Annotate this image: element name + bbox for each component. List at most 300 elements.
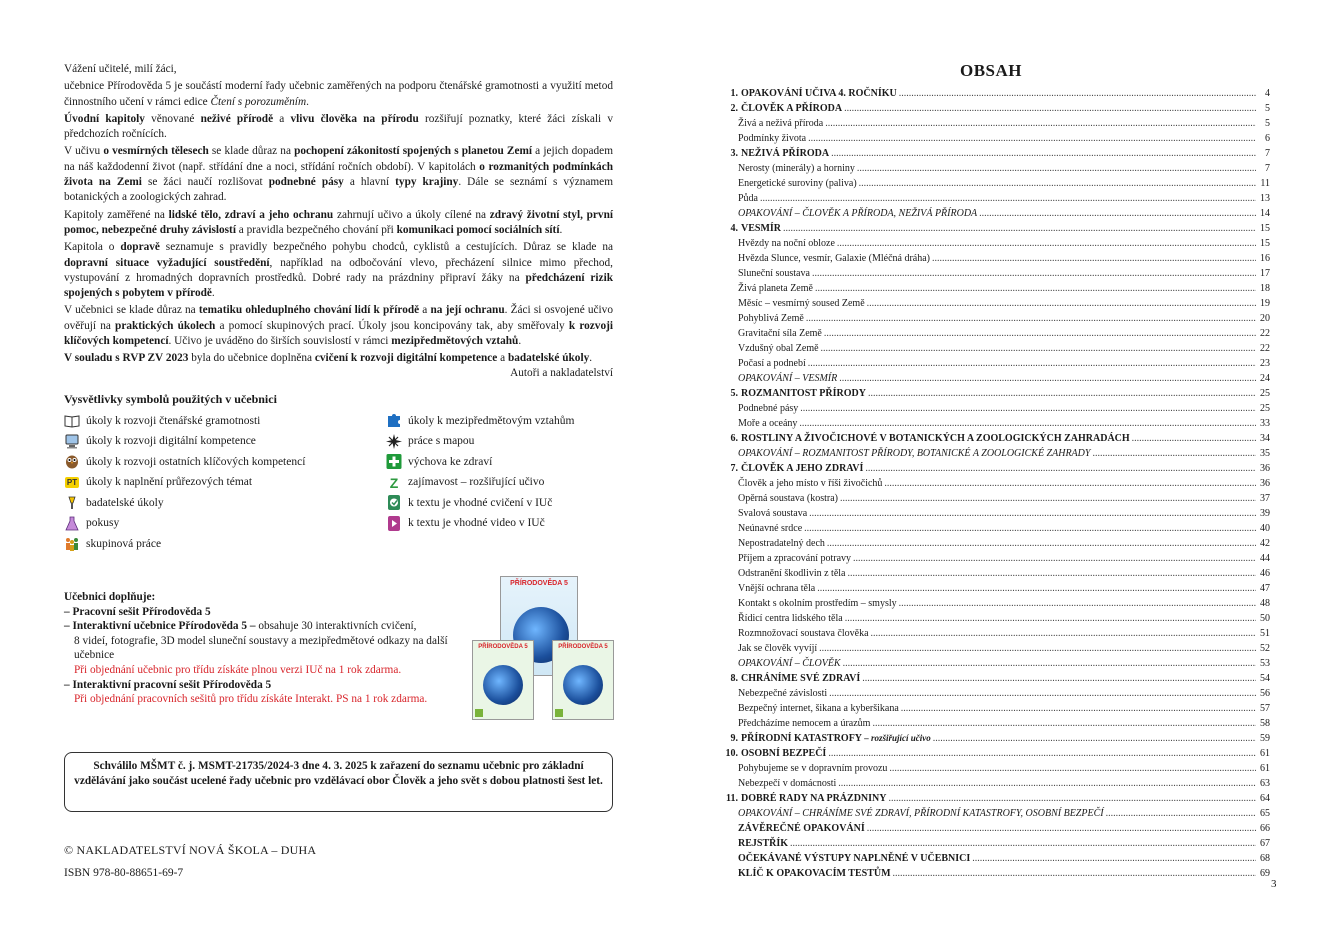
legend-item (64, 493, 305, 514)
toc-entry-page: 48 (1260, 598, 1270, 609)
toc-entry-number: 5. (730, 388, 738, 399)
toc-entry[interactable] (724, 521, 1270, 536)
video-icon (386, 516, 402, 531)
toc-leader-dots (815, 281, 1256, 296)
toc-entry-title (724, 326, 824, 341)
workbook-cover-2-title: PŘÍRODOVĚDA 5 (558, 644, 608, 650)
toc-entry[interactable] (724, 536, 1270, 551)
toc-entry-title (724, 131, 808, 146)
toc-leader-dots (825, 116, 1256, 131)
text-run: Čtení s porozuměním (210, 95, 307, 108)
toc-entry-title-text: Hvězda Slunce, vesmír, Galaxie (Mléčná dráha) (738, 253, 931, 264)
toc-entry[interactable] (724, 476, 1270, 491)
toc-entry-title (724, 476, 884, 491)
toc-entry-title (724, 236, 837, 251)
globe-image (563, 665, 603, 705)
toc-entry-title (724, 656, 843, 671)
toc-entry-title (724, 611, 845, 626)
text-run: rozšiřují poznatky, které žáci získali v předchozích ročnících. (64, 112, 613, 141)
legend-column-left (64, 411, 305, 555)
toc-entry[interactable] (724, 791, 1270, 806)
toc-leader-dots (819, 641, 1256, 656)
toc-entry-title-text: ČLOVĚK A JEHO ZDRAVÍ (741, 463, 864, 474)
toc-entry[interactable] (724, 461, 1270, 476)
toc-entry[interactable] (724, 221, 1270, 236)
toc-leader-dots (865, 461, 1256, 476)
toc-leader-dots (760, 191, 1256, 206)
toc-entry[interactable] (724, 146, 1270, 161)
toc-entry-title (724, 206, 979, 221)
text-run: podnebné pásy (268, 176, 344, 189)
legend-title: Vysvětlivky symbolů použitých v učebnici (64, 391, 277, 406)
toc-leader-dots (806, 311, 1256, 326)
toc-entry[interactable] (724, 641, 1270, 656)
toc-entry-title-text: Hvězdy na noční obloze (738, 238, 835, 249)
publisher-logo (475, 709, 483, 717)
pt-icon (64, 475, 80, 490)
toc-entry[interactable] (724, 731, 1270, 746)
toc-leader-dots (808, 131, 1256, 146)
toc-leader-dots (804, 521, 1256, 536)
text-run: V učebnici se klade důraz na (64, 304, 199, 317)
toc-entry-title-text: OPAKOVÁNÍ UČIVA 4. ROČNÍKU (741, 88, 897, 99)
toc-entry-title-text: Nepostradatelný dech (738, 538, 825, 549)
toc-leader-dots (809, 506, 1256, 521)
toc-entry-title-text: Počasí a podnebí (738, 358, 806, 369)
toc-entry-title-text: Živá a neživá příroda (738, 118, 824, 129)
toc-entry-title-text: OPAKOVÁNÍ – ČLOVĚK (738, 658, 841, 669)
toc-entry-page: 51 (1260, 628, 1270, 639)
legend-label: k textu je vhodné cvičení v IUč (408, 496, 553, 509)
toc-leader-dots (790, 836, 1256, 851)
text-run: badatelské úkoly (507, 352, 590, 365)
toc-leader-dots (1132, 431, 1256, 446)
toc-entry[interactable] (724, 176, 1270, 191)
supplement-interactive-textbook-title: – Interaktivní učebnice Přírodověda 5 – (64, 620, 256, 633)
toc-entry-page: 50 (1260, 613, 1270, 624)
text-run: a pravidla bezpečného chování při (235, 223, 397, 236)
toc-entry-title-text: ČLOVĚK A PŘÍRODA (741, 103, 843, 114)
toc-leader-dots (843, 656, 1256, 671)
text-run: Úvodní kapitoly (64, 112, 145, 125)
toc-leader-dots (817, 581, 1256, 596)
toc-entry-title (724, 401, 800, 416)
text-run: . Dále se seznámí s významem botanických a zoologických zahrad. (64, 176, 613, 204)
greeting: Vážení učitelé, milí žáci, (64, 63, 177, 75)
globe-image (483, 665, 523, 705)
intro-paragraph (64, 351, 613, 366)
toc-entry-page: 40 (1260, 523, 1270, 534)
text-run: mezipředmětových vztahů (391, 335, 519, 348)
toc-entry[interactable] (724, 491, 1270, 506)
toc-entry[interactable] (724, 686, 1270, 701)
toc-entry-page: 69 (1260, 868, 1270, 879)
toc-entry-title-text: Vzdušný obal Země (738, 343, 819, 354)
toc-leader-dots (840, 491, 1256, 506)
toc-entry-title-text: Odstranění škodlivin z těla (738, 568, 846, 579)
toc-leader-dots (901, 701, 1256, 716)
toc-entry[interactable] (724, 416, 1270, 431)
toc-leader-dots (799, 416, 1256, 431)
toc-entry-title-text: Svalová soustava (738, 508, 808, 519)
puzzle-icon (386, 413, 402, 428)
toc-leader-dots (899, 86, 1256, 101)
intro-paragraph (64, 208, 613, 239)
toc-entry[interactable] (724, 761, 1270, 776)
toc-leader-dots (979, 206, 1256, 221)
toc-entry-title (724, 116, 825, 131)
toc-entry[interactable] (724, 671, 1270, 686)
toc-entry[interactable] (724, 161, 1270, 176)
toc-entry[interactable] (724, 701, 1270, 716)
toc-entry-title-text: Předcházíme nemocem a úrazům (738, 718, 871, 729)
toc-entry-page: 68 (1260, 853, 1270, 864)
toc-entry-number: 9. (730, 733, 738, 744)
toc-entry-page: 39 (1260, 508, 1270, 519)
supplement-interactive-workbook: – Interaktivní pracovní sešit Přírodověda 5 (64, 678, 272, 691)
toc-entry[interactable] (724, 866, 1270, 881)
toc-leader-dots (1106, 806, 1256, 821)
toc-entry-number: 3. (730, 148, 738, 159)
toc-title: OBSAH (960, 61, 1023, 80)
toc-entry-title-text: OSOBNÍ BEZPEČÍ (741, 748, 827, 759)
toc-entry[interactable] (724, 551, 1270, 566)
legend-label: úkoly k naplnění průřezových témat (86, 476, 253, 489)
toc-leader-dots (933, 731, 1256, 746)
toc-entry-title-text: Nerosty (minerály) a horniny (738, 163, 855, 174)
toc-entry-title (724, 491, 840, 506)
toc-entry-title-text: OPAKOVÁNÍ – VESMÍR (738, 373, 838, 384)
legend-label: badatelské úkoly (86, 496, 164, 509)
text-run: cvičení k rozvoji digitální kompetence (314, 352, 498, 365)
toc-entry[interactable] (724, 446, 1270, 461)
toc-entry-title-text: Živá planeta Země (738, 283, 813, 294)
toc-entry-title-text: Rozmnožovací soustava člověka (738, 628, 869, 639)
toc-entry-page: 11 (1260, 178, 1270, 189)
text-run: Kapitoly zaměřené na (64, 208, 169, 221)
text-run: dopravě (120, 241, 160, 254)
toc-entry-title-text: ROSTLINY A ŽIVOČICHOVÉ V BOTANICKÝCH A ZOOLOGICKÝCH ZAHRADÁCH (741, 433, 1130, 444)
toc-entry[interactable] (724, 281, 1270, 296)
text-run: učebnice Přírodověda 5 je součástí moderní řady učebnic zaměřených na podporu čtenářské gramotnosti a využití metod činnostního učení v rámci edice (64, 80, 613, 108)
toc-entry[interactable] (724, 626, 1270, 641)
toc-entry-page: 15 (1260, 238, 1270, 249)
isbn: ISBN 978-80-88651-69-7 (64, 867, 184, 879)
toc-entry[interactable] (724, 371, 1270, 386)
legend-label: k textu je vhodné video v IUč (408, 517, 545, 530)
toc-entry[interactable] (724, 566, 1270, 581)
text-run: a jejich dopadem na náš každodenní život (např. střídání dne a noci, střídání ročních období). V kapitolách (64, 145, 613, 173)
copyright: © NAKLADATELSTVÍ NOVÁ ŠKOLA – DUHA (64, 843, 317, 857)
toc-entry-title-text: Nebezpečí v domácnosti (738, 778, 837, 789)
text-run: . (559, 223, 563, 236)
legend-item (386, 452, 574, 473)
toc-entry[interactable] (724, 341, 1270, 356)
legend-label: pokusy (86, 517, 120, 530)
toc-entry-page: 64 (1260, 793, 1270, 804)
toc-entry[interactable] (724, 836, 1270, 851)
toc-entry-title (741, 461, 865, 476)
toc-entry[interactable] (724, 326, 1270, 341)
toc-leader-dots (783, 221, 1256, 236)
toc-leader-dots (868, 386, 1256, 401)
toc-leader-dots (800, 401, 1256, 416)
toc-entry-number: 6. (730, 433, 738, 444)
text-run: tematiku ohleduplného chování lidí k přírodě (198, 304, 420, 317)
toc-entry[interactable] (724, 506, 1270, 521)
toc-entry-page: 34 (1260, 433, 1270, 444)
toc-entry-page: 58 (1260, 718, 1270, 729)
toc-entry-page: 66 (1260, 823, 1270, 834)
toc-entry-page: 56 (1260, 688, 1270, 699)
toc-entry[interactable] (724, 386, 1270, 401)
text-run: a (497, 352, 508, 365)
toc-entry-page: 61 (1260, 748, 1270, 759)
toc-entry-title (741, 386, 868, 401)
svg-text:Z: Z (389, 474, 399, 490)
toc-leader-dots (862, 671, 1256, 686)
computer-icon (64, 434, 80, 449)
toc-entry[interactable] (724, 611, 1270, 626)
toc-entry-page: 57 (1260, 703, 1270, 714)
toc-entry-page: 15 (1260, 223, 1270, 234)
toc-entry-title (741, 731, 933, 746)
toc-entry-page: 36 (1260, 478, 1270, 489)
legend-item (64, 452, 305, 473)
health-cross-icon (386, 454, 402, 469)
intro-paragraph (64, 240, 613, 301)
toc-entry[interactable] (724, 431, 1270, 446)
toc-entry-title-text: Příjem a zpracování potravy (738, 553, 852, 564)
text-run: a (273, 112, 291, 125)
toc-entry-title-text: OPAKOVÁNÍ – ROZMANITOST PŘÍRODY, BOTANICKÉ A ZOOLOGICKÉ ZAHRADY (738, 448, 1091, 459)
toc-entry[interactable] (724, 776, 1270, 791)
signature: Autoři a nakladatelství (510, 366, 613, 379)
text-run: . (306, 95, 309, 108)
text-run: . (518, 335, 522, 348)
toc-entry-page: 5 (1265, 103, 1270, 114)
toc-entry-page: 24 (1260, 373, 1270, 384)
toc-entry-title-text: Měsíc – vesmírný soused Země (738, 298, 865, 309)
toc-entry[interactable] (724, 206, 1270, 221)
toc-entry-title (724, 596, 899, 611)
torch-icon (64, 495, 80, 510)
toc-entry[interactable] (724, 191, 1270, 206)
toc-entry-page: 18 (1260, 283, 1270, 294)
toc-entry-title-text: VESMÍR (741, 223, 782, 234)
toc-entry[interactable] (724, 581, 1270, 596)
toc-leader-dots (857, 161, 1256, 176)
pt-badge-label: PT (66, 477, 78, 487)
supplement-interactive-textbook (64, 619, 474, 634)
toc-entry-page: 33 (1260, 418, 1270, 429)
text-run: a (419, 304, 431, 317)
toc-entry-title (741, 146, 831, 161)
toc-entry-title-text: Sluneční soustava (738, 268, 810, 279)
toc-entry-number: 1. (730, 88, 738, 99)
toc-entry-title-text: Pohyblivá Země (738, 313, 804, 324)
legend-label: zajímavost – rozšiřující učivo (408, 476, 545, 489)
toc-entry-page: 14 (1260, 208, 1270, 219)
toc-entry-title-text: Pohybujeme se v dopravním provozu (738, 763, 888, 774)
promo-workbook: Při objednání pracovních sešitů pro třídu získáte Interakt. PS na 1 rok zdarma. (74, 693, 428, 706)
text-run: o rozmanitých podmínkách života na Zemi (64, 160, 614, 189)
text-run: zahrnují učivo a úkoly cílené na (333, 208, 490, 221)
toc-entry[interactable] (724, 101, 1270, 116)
toc-entry[interactable] (724, 746, 1270, 761)
toc-entry[interactable] (724, 656, 1270, 671)
legend-item (64, 472, 305, 493)
toc-entry[interactable] (724, 236, 1270, 251)
toc-entry[interactable] (724, 806, 1270, 821)
toc-entry-title (724, 356, 808, 371)
toc-entry-title-text: REJSTŘÍK (738, 838, 789, 849)
text-run: dopravní situace vyžadující soustředění (64, 256, 270, 269)
text-run: , například na odbočování vlevo, přecházení silnice mimo přechod, vystupování z hromadných dopravních prostředků. Dobré rady na prázdniny připraví žáky na (64, 256, 613, 284)
text-run: byla do učebnice doplněna (188, 352, 315, 365)
intro-paragraph (64, 303, 613, 349)
toc-entry-title-text: PŘÍRODNÍ KATASTROFY (741, 733, 863, 744)
intro-paragraph (64, 79, 613, 110)
toc-entry[interactable] (724, 851, 1270, 866)
toc-entry-title-text: Řídicí centra lidského těla (738, 613, 843, 624)
toc-entry-title-text: CHRÁNÍME SVÉ ZDRAVÍ (741, 673, 861, 684)
toc-entry-title (724, 281, 815, 296)
toc-entry-page: 6 (1265, 133, 1270, 144)
toc-entry[interactable] (724, 311, 1270, 326)
toc-leader-dots (837, 236, 1256, 251)
toc-entry-title (741, 746, 828, 761)
supplement-interactive-textbook-desc: obsahuje 30 interaktivních cvičení, (255, 620, 417, 633)
toc-entry-page: 46 (1260, 568, 1270, 579)
toc-entry-title (724, 641, 819, 656)
toc-entry-page: 65 (1260, 808, 1270, 819)
toc-entry-title (724, 536, 827, 551)
toc-entry-title (724, 191, 760, 206)
toc-entry-page: 35 (1260, 448, 1270, 459)
approval-box: Schválilo MŠMT č. j. MSMT-21735/2024-3 dne 4. 3. 2025 k zařazení do seznamu učebnic pro základní vzdělávání jako součást ucelené řady učebnic pro vzdělávací obor Člověk a jeho svět s dobou platnosti šest let. (64, 752, 613, 812)
toc-entry-note: – rozšiřující učivo (862, 733, 931, 743)
toc-entry-page: 25 (1260, 388, 1270, 399)
text-run: typy krajiny (395, 176, 459, 189)
toc-entry-title (724, 866, 893, 881)
group-icon (64, 536, 80, 551)
toc-entry-page: 16 (1260, 253, 1270, 264)
toc-entry-title-text: Půda (738, 193, 758, 204)
toc-entry[interactable] (724, 716, 1270, 731)
book-covers (472, 574, 612, 722)
toc-entry-title (741, 671, 862, 686)
toc-entry[interactable] (724, 821, 1270, 836)
toc-entry-title-text: Moře a oceány (738, 418, 798, 429)
compass-icon (386, 434, 402, 449)
toc-entry-title (724, 506, 809, 521)
toc-entry[interactable] (724, 356, 1270, 371)
toc-entry-page: 44 (1260, 553, 1270, 564)
toc-entry-page: 59 (1260, 733, 1270, 744)
promo-textbook: Při objednání učebnic pro třídu získáte plnou verzi IUč na 1 rok zdarma. (74, 663, 402, 676)
toc-entry-title-text: OPAKOVÁNÍ – CHRÁNÍME SVÉ ZDRAVÍ, PŘÍRODNÍ KATASTROFY, OSOBNÍ BEZPEČÍ (738, 808, 1104, 819)
toc-leader-dots (847, 566, 1256, 581)
toc-entry-title (741, 101, 844, 116)
toc-entry-title (724, 581, 817, 596)
toc-entry[interactable] (724, 296, 1270, 311)
toc-entry[interactable] (724, 251, 1270, 266)
text-run: předcházení rizik spojených s pobytem v přírodě (64, 271, 613, 300)
legend-label: práce s mapou (408, 435, 475, 448)
toc-entry-title (724, 176, 859, 191)
toc-entry-title (724, 266, 812, 281)
toc-leader-dots (838, 776, 1256, 791)
toc-entry-page: 42 (1260, 538, 1270, 549)
toc-entry-page: 52 (1260, 643, 1270, 654)
toc-entry[interactable] (724, 116, 1270, 131)
toc-entry[interactable] (724, 401, 1270, 416)
toc-leader-dots (972, 851, 1256, 866)
text-run: V učivu (64, 145, 104, 158)
legend-item (386, 431, 574, 452)
text-run: o vesmírných tělesech (103, 145, 209, 158)
toc-entry[interactable] (724, 86, 1270, 101)
toc-leader-dots (853, 551, 1256, 566)
legend (64, 411, 613, 561)
toc-entry-title (724, 251, 932, 266)
toc-entry-title (724, 161, 857, 176)
toc-entry-page: 13 (1260, 193, 1270, 204)
toc-entry-title (741, 221, 783, 236)
toc-entry-title-text: DOBRÉ RADY NA PRÁZDNINY (741, 793, 887, 804)
workbook-cover-2 (552, 640, 614, 720)
toc-entry-title (741, 791, 888, 806)
toc-entry-page: 19 (1260, 298, 1270, 309)
toc-entry-title (724, 821, 867, 836)
toc-entry-title-text: Energetické suroviny (paliva) (738, 178, 857, 189)
toc-leader-dots (899, 596, 1256, 611)
toc-entry-title-text: Podmínky života (738, 133, 807, 144)
toc-entry-page: 17 (1260, 268, 1270, 279)
toc-entry-title (724, 686, 829, 701)
toc-entry-page: 67 (1260, 838, 1270, 849)
legend-item (386, 513, 574, 534)
text-run: se žáci naučí rozlišovat (141, 176, 269, 189)
toc-entry-title-text: OPAKOVÁNÍ – ČLOVĚK A PŘÍRODA, NEŽIVÁ PŘÍRODA (738, 208, 978, 219)
text-run: . (589, 352, 593, 365)
toc-leader-dots (828, 746, 1256, 761)
owl-icon (64, 454, 80, 469)
toc-entry-title-text: Jak se člověk vyvíjí (738, 643, 818, 654)
page-number: 3 (1271, 878, 1277, 890)
toc-leader-dots (859, 176, 1256, 191)
toc-entry-page: 7 (1265, 163, 1270, 174)
toc-leader-dots (1092, 446, 1256, 461)
toc-entry-title (724, 776, 838, 791)
toc-entry-title-text: Vnější ochrana těla (738, 583, 816, 594)
toc-entry-title (724, 626, 871, 641)
legend-label: úkoly k mezipředmětovým vztahům (408, 414, 575, 427)
text-run: . (211, 287, 215, 300)
toc-leader-dots (812, 266, 1256, 281)
supplements-title: Učebnici doplňuje: (64, 591, 156, 603)
toc-entry-title-text: OČEKÁVANÉ VÝSTUPY NAPLNĚNÉ V UČEBNICI (738, 853, 971, 864)
toc-entry-page: 37 (1260, 493, 1270, 504)
toc-entry[interactable] (724, 596, 1270, 611)
toc-entry-page: 22 (1260, 343, 1270, 354)
toc-entry[interactable] (724, 266, 1270, 281)
toc-entry[interactable] (724, 131, 1270, 146)
text-run: V souladu s RVP ZV 2023 (64, 352, 189, 365)
toc-leader-dots (808, 356, 1256, 371)
toc-entry-title (724, 446, 1092, 461)
